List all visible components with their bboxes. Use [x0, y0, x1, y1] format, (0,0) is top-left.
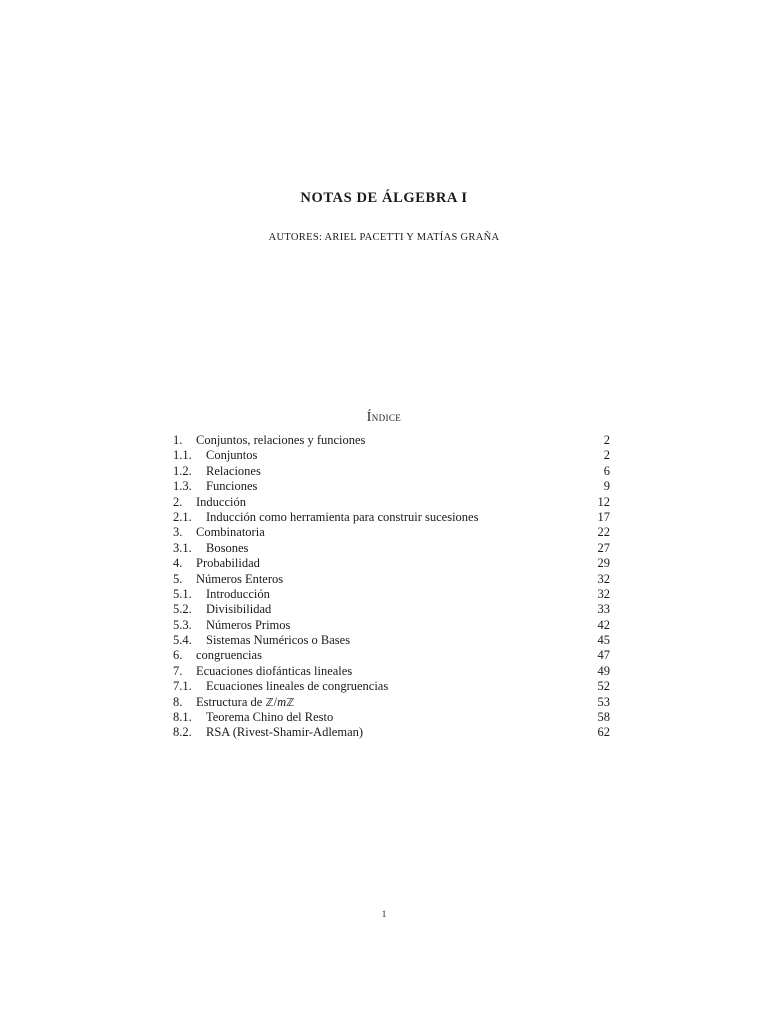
toc-entry-page: 33 [597, 602, 610, 617]
table-of-contents [173, 433, 610, 741]
toc-entry-page: 52 [597, 679, 610, 694]
toc-entry-title-text: Estructura de [196, 694, 266, 709]
toc-entry-title: RSA (Rivest-Shamir-Adleman) [206, 725, 364, 740]
toc-entry-page: 2 [603, 433, 610, 447]
toc-entry-number: 5.1. [173, 586, 192, 601]
toc-entry[interactable] [173, 572, 610, 587]
toc-entry-page: 2 [603, 448, 610, 463]
modulus-variable: m [277, 694, 287, 709]
toc-entry[interactable] [173, 433, 610, 448]
document-authors: AUTORES: ARIEL PACETTI Y MATÍAS GRAÑA [268, 232, 500, 243]
toc-entry-title: Conjuntos [206, 448, 258, 463]
toc-entry-page: 32 [597, 571, 610, 586]
toc-entry-page: 27 [597, 540, 610, 555]
toc-entry-title: Probabilidad [196, 556, 260, 571]
toc-entry-number: 3.1. [173, 540, 192, 555]
toc-entry[interactable] [173, 648, 610, 663]
toc-entry-title: Divisibilidad [206, 602, 272, 617]
toc-entry-title: Conjuntos, relaciones y funciones [196, 433, 366, 447]
toc-entry-title: Bosones [206, 540, 249, 555]
toc-entry-number: 8. [173, 694, 183, 709]
toc-entry[interactable] [173, 633, 610, 648]
toc-entry[interactable] [173, 695, 610, 710]
toc-entry-number: 2.1. [173, 509, 192, 524]
toc-entry-title: Números Primos [206, 617, 291, 632]
toc-entry-page: 22 [597, 525, 610, 540]
toc-entry[interactable] [173, 525, 610, 540]
integers-symbol: ℤ [286, 695, 295, 709]
toc-entry-title: Combinatoria [196, 525, 265, 540]
toc-entry-number: 7. [173, 663, 183, 678]
toc-entry-page: 53 [597, 694, 610, 709]
toc-entry-title: Ecuaciones diofánticas lineales [196, 663, 353, 678]
toc-entry[interactable] [173, 725, 610, 740]
toc-entry-title [196, 695, 294, 709]
toc-entry-page: 32 [597, 586, 610, 601]
toc-entry-title: Inducción [196, 494, 246, 509]
toc-entry[interactable] [173, 556, 610, 571]
toc-entry[interactable] [173, 479, 610, 494]
toc-entry-title: Introducción [206, 586, 270, 601]
page-number: 1 [381, 909, 387, 919]
toc-entry[interactable] [173, 464, 610, 479]
toc-entry-number: 2. [173, 494, 183, 509]
toc-entry-number: 1.2. [173, 463, 192, 478]
toc-entry-page: 58 [597, 710, 610, 725]
quotient-slash: / [273, 694, 278, 709]
toc-entry-number: 7.1. [173, 679, 192, 694]
toc-entry-number: 5.4. [173, 633, 192, 648]
toc-entry-title: Funciones [206, 479, 258, 494]
toc-entry-page: 6 [603, 463, 610, 478]
toc-entry[interactable] [173, 710, 610, 725]
toc-entry[interactable] [173, 510, 610, 525]
toc-entry[interactable] [173, 664, 610, 679]
toc-entry-title: Sistemas Numéricos o Bases [206, 633, 351, 648]
toc-entry-page: 29 [597, 556, 610, 571]
toc-entry[interactable] [173, 602, 610, 617]
toc-entry-page: 12 [597, 494, 610, 509]
toc-entry-title: Ecuaciones lineales de congruencias [206, 679, 389, 694]
toc-entry-page: 49 [597, 663, 610, 678]
toc-entry[interactable] [173, 618, 610, 633]
toc-entry-page: 62 [597, 725, 610, 740]
toc-entry-number: 3. [173, 525, 183, 540]
toc-entry-number: 5.2. [173, 602, 192, 617]
toc-entry-page: 45 [597, 633, 610, 648]
toc-entry-page: 42 [597, 617, 610, 632]
toc-entry-page: 9 [603, 479, 610, 494]
toc-entry-number: 8.2. [173, 725, 192, 740]
toc-entry-number: 1.1. [173, 448, 192, 463]
toc-entry-number: 1. [173, 433, 183, 447]
toc-entry[interactable] [173, 495, 610, 510]
toc-entry-number: 8.1. [173, 710, 192, 725]
toc-entry-title: Inducción como herramienta para construir sucesiones [206, 509, 479, 524]
toc-entry[interactable] [173, 448, 610, 463]
toc-entry-title: congruencias [196, 648, 262, 663]
toc-entry-number: 6. [173, 648, 183, 663]
toc-entry-title: Números Enteros [196, 571, 284, 586]
toc-entry-page: 47 [597, 648, 610, 663]
toc-entry-number: 5. [173, 571, 183, 586]
toc-entry-number: 1.3. [173, 479, 192, 494]
toc-entry[interactable] [173, 587, 610, 602]
toc-entry-number: 4. [173, 556, 183, 571]
toc-entry[interactable] [173, 679, 610, 694]
toc-entry-title: Relaciones [206, 463, 261, 478]
document-title: NOTAS DE ÁLGEBRA I [300, 190, 468, 206]
integers-symbol: ℤ [265, 695, 274, 709]
toc-entry[interactable] [173, 541, 610, 556]
toc-entry-page: 17 [597, 509, 610, 524]
toc-entry-number: 5.3. [173, 617, 192, 632]
toc-heading: Índice [366, 409, 402, 424]
toc-entry-title: Teorema Chino del Resto [206, 710, 334, 725]
